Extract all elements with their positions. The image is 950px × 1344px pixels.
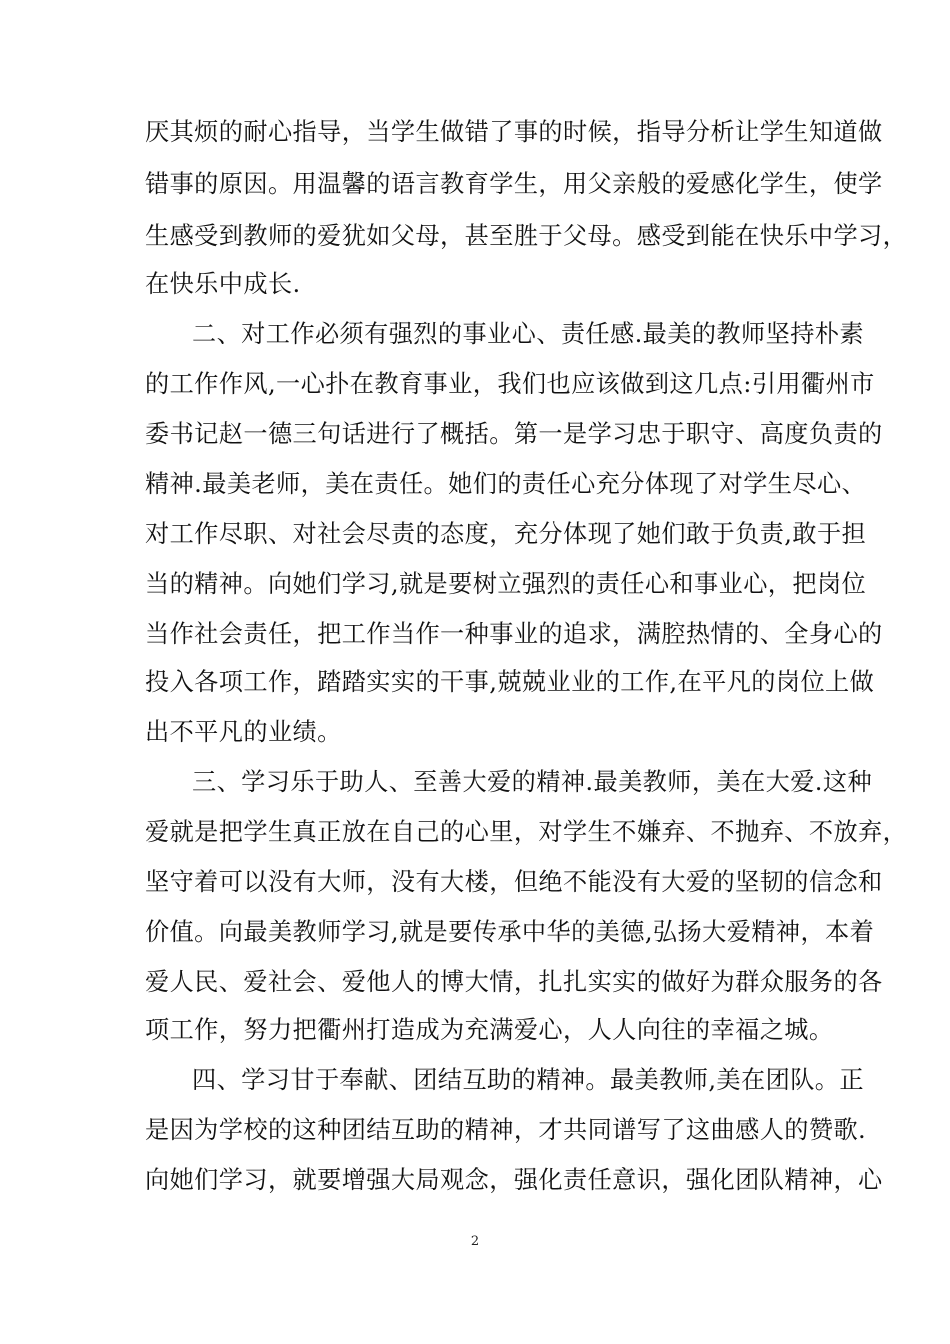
text-line: 厌其烦的耐心指导，当学生做错了事的时候，指导分析让学生知道做 — [145, 118, 883, 146]
text-line: 对工作尽职、对社会尽责的态度，充分体现了她们敢于负责,敢于担 — [145, 520, 867, 548]
text-line: 精神.最美老师，美在责任。她们的责任心充分体现了对学生尽心、 — [145, 470, 867, 498]
text-line: 生感受到教师的爱犹如父母，甚至胜于父母。感受到能在快乐中学习， — [145, 222, 908, 250]
page-number: 2 — [470, 1234, 480, 1249]
text-line: 项工作，努力把衢州打造成为充满爱心，人人向往的幸福之城。 — [145, 1016, 834, 1044]
text-line: 爱就是把学生真正放在自己的心里，对学生不嫌弃、不抛弃、不放弃， — [145, 818, 908, 846]
text-line: 出不平凡的业绩。 — [145, 718, 342, 746]
text-line: 当的精神。向她们学习,就是要树立强烈的责任心和事业心，把岗位 — [145, 570, 867, 598]
text-line: 当作社会责任，把工作当作一种事业的追求，满腔热情的、全身心的 — [145, 620, 883, 648]
text-line: 价值。向最美教师学习,就是要传承中华的美德,弘扬大爱精神，本着 — [145, 918, 875, 946]
text-line: 在快乐中成长. — [145, 270, 301, 298]
paragraph-first-line: 四、学习甘于奉献、团结互助的精神。最美教师,美在团队。正 — [192, 1066, 864, 1094]
text-line: 爱人民、爱社会、爱他人的博大情，扎扎实实的做好为群众服务的各 — [145, 968, 883, 996]
paragraph-first-line: 三、学习乐于助人、至善大爱的精神.最美教师，美在大爱.这种 — [192, 768, 873, 796]
text-line: 错事的原因。用温馨的语言教育学生，用父亲般的爱感化学生，使学 — [145, 170, 883, 198]
text-line: 坚守着可以没有大师，没有大楼，但绝不能没有大爱的坚韧的信念和 — [145, 868, 883, 896]
paragraph-first-line: 二、对工作必须有强烈的事业心、责任感.最美的教师坚持朴素 — [192, 320, 864, 348]
text-line: 委书记赵一德三句话进行了概括。第一是学习忠于职守、高度负责的 — [145, 420, 883, 448]
text-line: 投入各项工作，踏踏实实的干事,兢兢业业的工作,在平凡的岗位上做 — [145, 668, 875, 696]
text-line: 是因为学校的这种团结互助的精神，才共同谱写了这曲感人的赞歌. — [145, 1116, 867, 1144]
text-line: 的工作作风,一心扑在教育事业，我们也应该做到这几点:引用衢州市 — [145, 370, 875, 398]
text-line: 向她们学习，就要增强大局观念，强化责任意识，强化团队精神，心 — [145, 1166, 883, 1194]
